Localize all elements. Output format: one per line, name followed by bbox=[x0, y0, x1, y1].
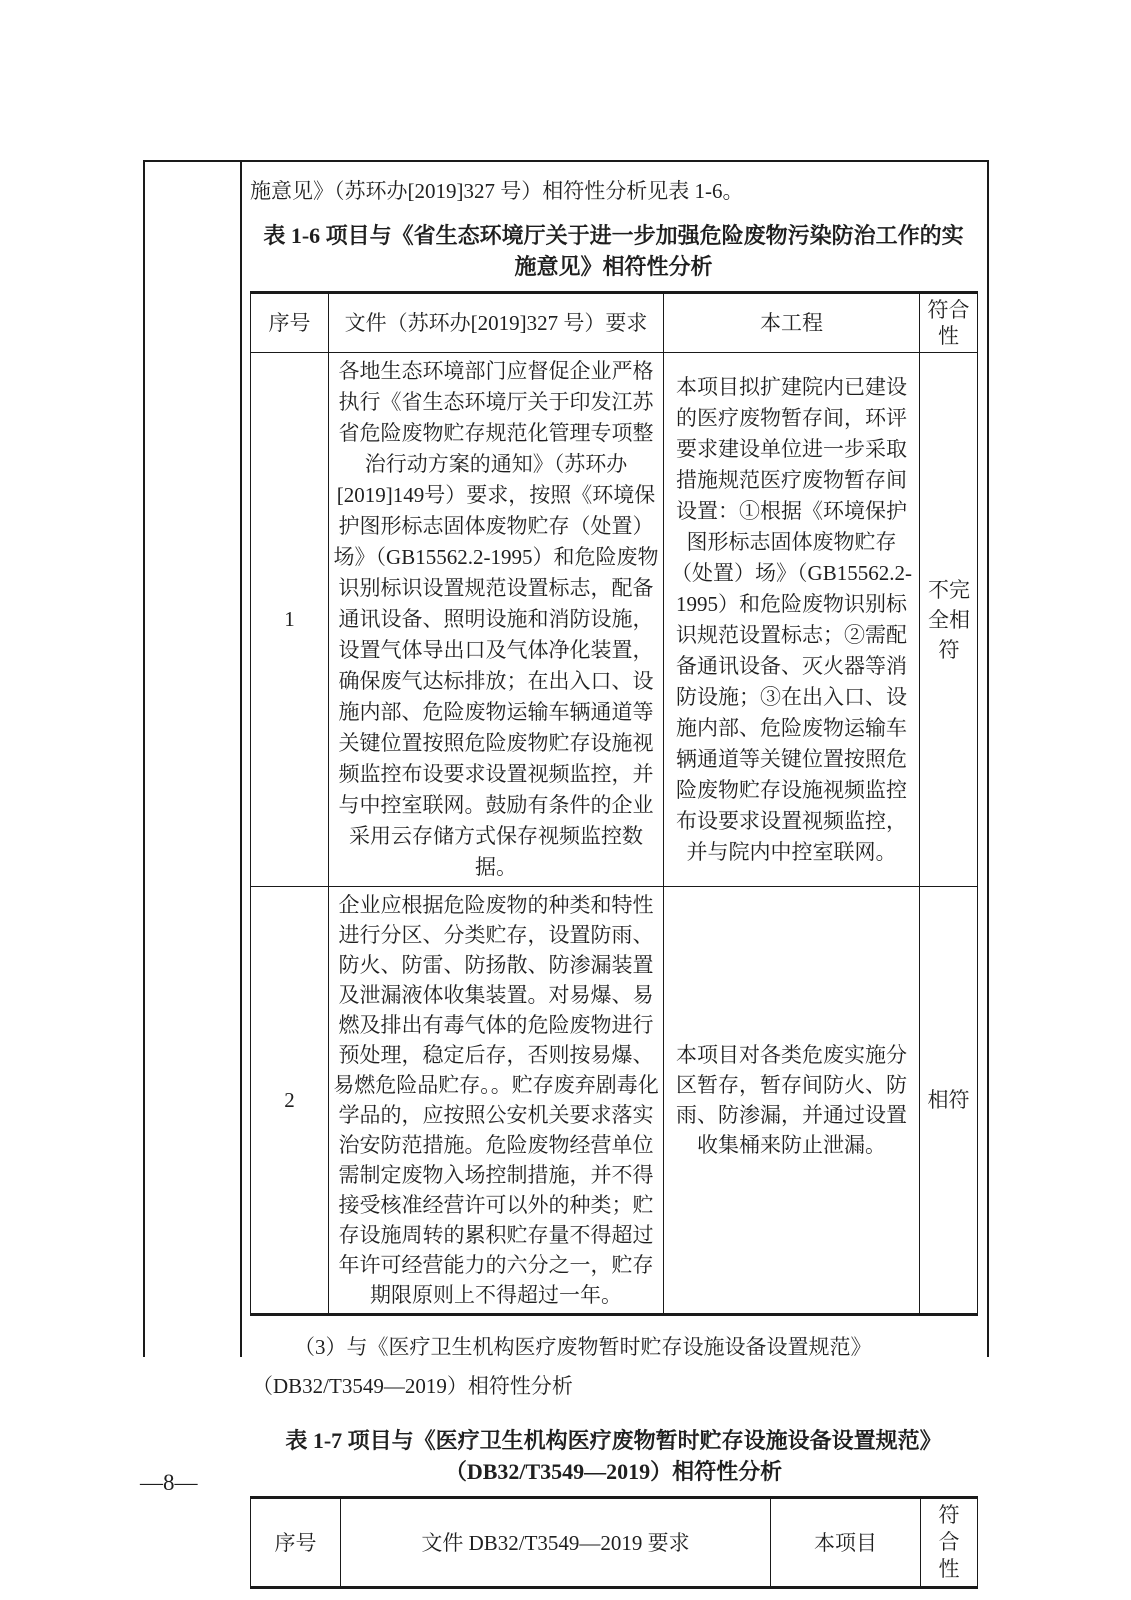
table-1-7-header-row bbox=[251, 1498, 978, 1588]
row-number-cell: 1 bbox=[251, 353, 329, 887]
table-1-6-title-line1: 表 1-6 项目与《省生态环境厅关于进一步加强危险废物污染防治工作的实 bbox=[263, 223, 964, 248]
table-1-7-title-line1: 表 1-7 项目与《医疗卫生机构医疗废物暂时贮存设施设备设置规范》 bbox=[285, 1428, 942, 1453]
table-1-6-title bbox=[250, 220, 977, 282]
compliance-cell: 相符 bbox=[920, 887, 978, 1315]
header-cell-seq: 序号 bbox=[251, 1498, 341, 1588]
header-cell-compliance: 符合性 bbox=[920, 293, 978, 353]
header-cell-project: 本工程 bbox=[664, 293, 920, 353]
header-cell-compliance: 符合性 bbox=[921, 1498, 978, 1588]
table-1-7-title bbox=[250, 1425, 977, 1487]
table-1-7-title-line2: （DB32/T3549—2019）相符性分析 bbox=[444, 1459, 783, 1484]
requirement-cell: 企业应根据危险废物的种类和特性进行分区、分类贮存，设置防雨、防火、防雷、防扬散、防渗漏装置及泄漏液体收集装置。对易爆、易燃及排出有毒气体的危险废物进行预处理，稳定后存，否则按易爆、易燃危险品贮存。。贮存废弃剧毒化学品的，应按照公安机关要求落实治安防范措施。危险废物经营单位需制定废物入场控制措施，并不得接受核准经营许可以外的种类；贮存设施周转的累积贮存量不得超过年许可经营能力的六分之一，贮存期限原则上不得超过一年。 bbox=[329, 887, 664, 1315]
row-number-cell: 2 bbox=[251, 887, 329, 1315]
header-cell-project: 本项目 bbox=[771, 1498, 921, 1588]
project-cell: 本项目对各类危废实施分区暂存，暂存间防火、防雨、防渗漏，并通过设置收集桶来防止泄漏。 bbox=[664, 887, 920, 1315]
compliance-cell: 不完全相符 bbox=[920, 353, 978, 887]
section-3-line1: （3）与《医疗卫生机构医疗废物暂时贮存设施设备设置规范》 bbox=[294, 1335, 872, 1359]
table-row bbox=[251, 887, 978, 1315]
section-3-heading bbox=[250, 1332, 977, 1401]
header-cell-requirement: 文件（苏环办[2019]327 号）要求 bbox=[329, 293, 664, 353]
compliance-table-1-6 bbox=[250, 291, 978, 1316]
table-row bbox=[251, 353, 978, 887]
header-cell-requirement: 文件 DB32/T3549—2019 要求 bbox=[341, 1498, 771, 1588]
frame-divider-line bbox=[240, 162, 242, 1357]
table-1-6-title-line2: 施意见》相符性分析 bbox=[514, 254, 713, 279]
requirement-cell: 各地生态环境部门应督促企业严格执行《省生态环境厅关于印发江苏省危险废物贮存规范化管理专项整治行动方案的通知》（苏环办[2019]149号）要求，按照《环境保护图形标志固体废物贮存（处置）场》（GB15562.2-1995）和危险废物识别标识设置规范设置标志，配备通讯设备、照明设施和消防设施，设置气体导出口及气体净化装置，确保废气达标排放；在出入口、设施内部、危险废物运输车辆通道等关键位置按照危险废物贮存设施视频监控布设要求设置视频监控，并与中控室联网。鼓励有条件的企业采用云存储方式保存视频监控数据。 bbox=[329, 353, 664, 887]
header-cell-seq: 序号 bbox=[251, 293, 329, 353]
page-number: —8— bbox=[140, 1470, 198, 1495]
table-1-6-header-row bbox=[251, 293, 978, 353]
compliance-table-1-7 bbox=[250, 1496, 978, 1589]
page-content bbox=[250, 160, 977, 1589]
project-cell: 本项目拟扩建院内已建设的医疗废物暂存间，环评要求建设单位进一步采取措施规范医疗废物暂存间设置：①根据《环境保护图形标志固体废物贮存（处置）场》（GB15562.2-1995）和危险废物识别标识规范设置标志；②需配备通讯设备、灭火器等消防设施；③在出入口、设施内部、危险废物运输车辆通道等关键位置按照危险废物贮存设施视频监控布设要求设置视频监控，并与院内中控室联网。 bbox=[664, 353, 920, 887]
intro-paragraph: 施意见》（苏环办[2019]327 号）相符性分析见表 1-6。 bbox=[250, 179, 744, 203]
section-3-line2: （DB32/T3549—2019）相符性分析 bbox=[252, 1374, 573, 1398]
